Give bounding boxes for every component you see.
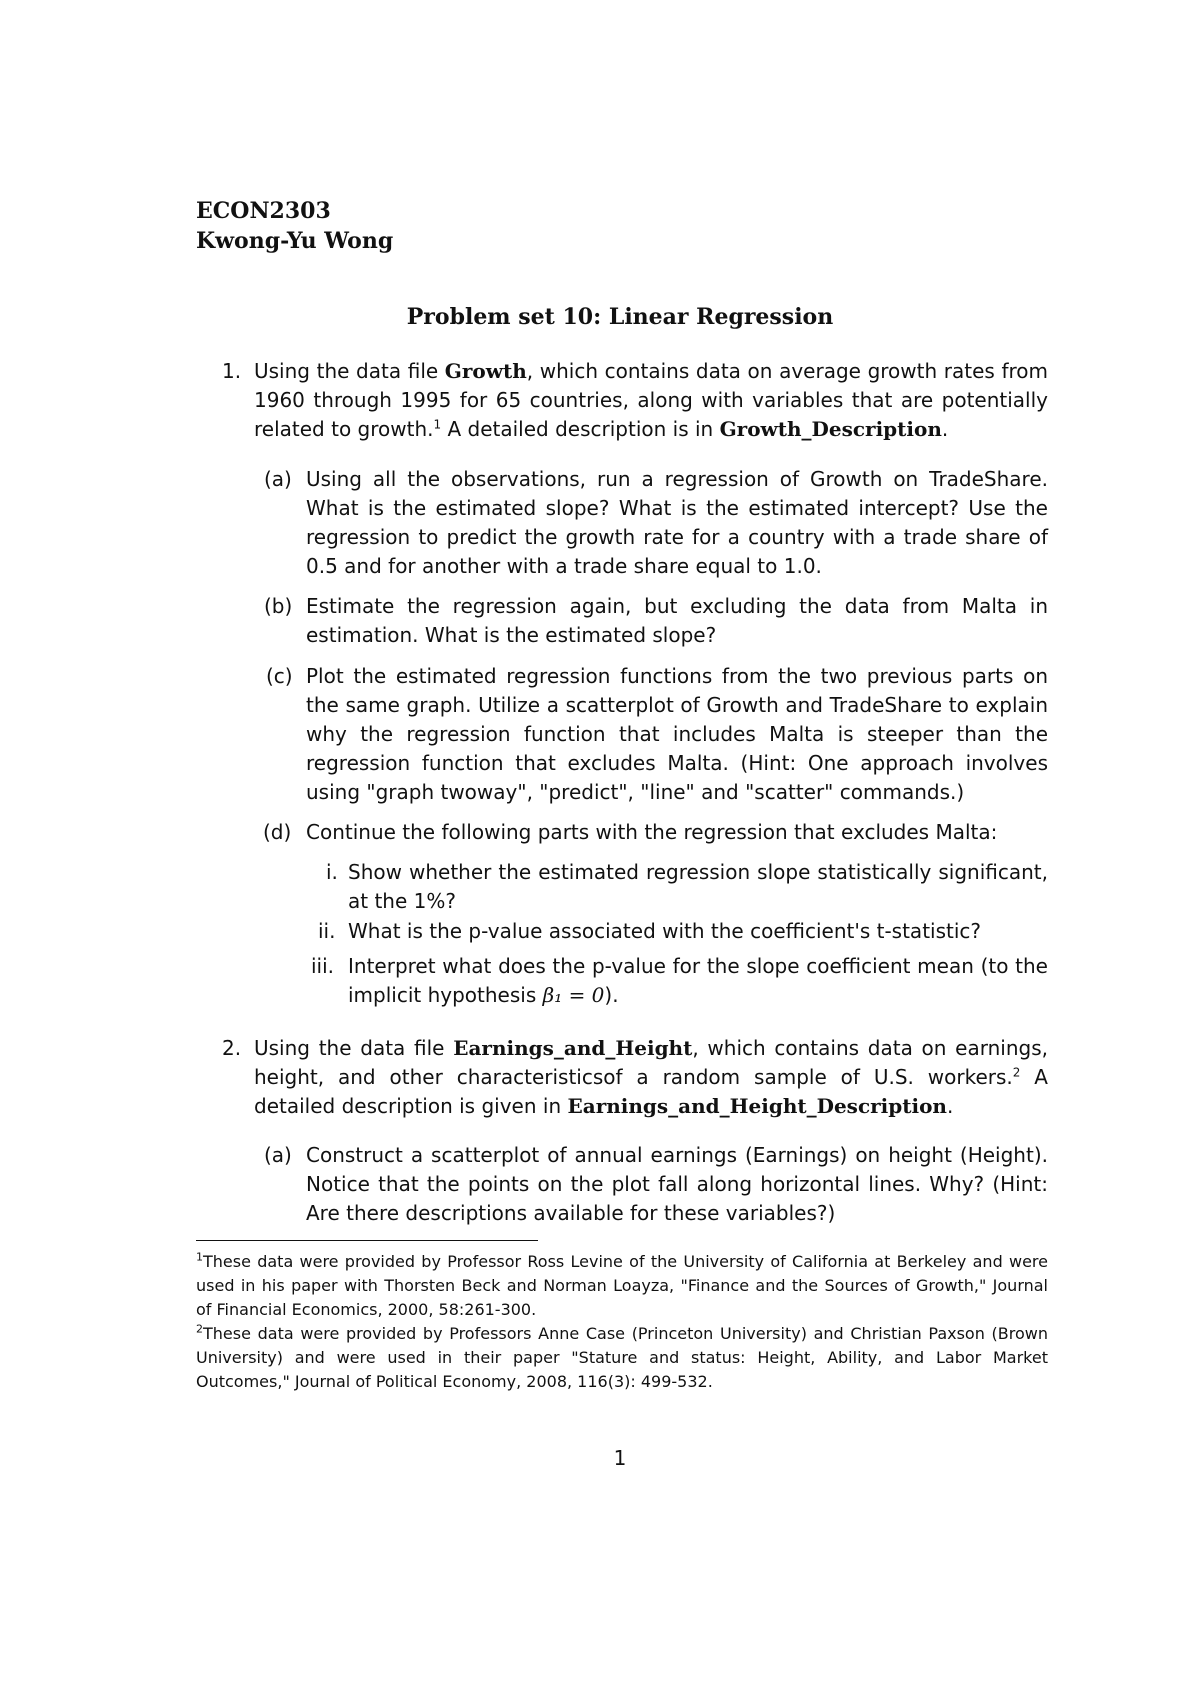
subpart-label: i. — [326, 860, 338, 884]
part-label: (a) — [264, 467, 292, 491]
author-name: Kwong-Yu Wong — [196, 228, 394, 254]
footnote-1: $^1$These data were provided by Professor Ross Levine of the University of California at Berkeley and were used in his paper with Thorsten Beck and Norman Loayza, "Finance and the Sources of Growth," Journal of Financial Economics, 2000, 58:261-300. — [196, 1250, 1048, 1319]
part-label: (b) — [264, 594, 293, 618]
part-text: Estimate the regression again, but excluding the data from Malta in estimation. What is the estimated slope? — [306, 594, 1048, 647]
footnote-rule — [196, 1240, 538, 1241]
footnote-ref: 2 — [1012, 1065, 1021, 1080]
description-file: Earnings_and_Height_Description — [567, 1094, 947, 1118]
subpart-label: iii. — [311, 954, 335, 978]
q2-text: Using the data file Earnings_and_Height, which contains data on earnings, height, and other characteristicsof a random sample of U.S. workers.$^2$ A detailed description is given in Earnings_and_Height_Description. — [254, 1036, 1048, 1118]
q1-text: Using the data file Growth, which contains data on average growth rates from 1960 through 1995 for 65 countries, along with variables that are potentially related to growth.$^1$ A detailed description is in Growth_Description. — [254, 359, 1048, 441]
subpart-label: ii. — [318, 919, 336, 943]
part-text: Using all the observations, run a regression of Growth on TradeShare. What is the estimated slope? What is the estimated intercept? Use the regression to predict the growth rate for a country with a trade share of 0.5 and for another with a trade share equal to 1.0. — [306, 467, 1048, 578]
subpart-text: Interpret what does the p-value for the slope coefficient mean (to the implicit hypothesis β₁ = 0). — [348, 954, 1048, 1007]
part-label: (d) — [263, 820, 292, 844]
problem-set-title: Problem set 10: Linear Regression — [406, 304, 834, 330]
page-number: 1 — [613, 1446, 627, 1470]
footnote-mark: 2 — [196, 1322, 203, 1336]
footnote-2: $^2$These data were provided by Professors Anne Case (Princeton University) and Christian Paxson (Brown University) and were used in their paper "Stature and status: Height, Ability, and Labor Market Outcomes," Journal of Political Economy, 2008, 116(3): 499-532. — [196, 1322, 1048, 1391]
part-text: Construct a scatterplot of annual earnings (Earnings) on height (Height). Notice that the points on the plot fall along horizontal lines. Why? (Hint: Are there descriptions available for these variables?) — [306, 1143, 1048, 1225]
subpart-text: Show whether the estimated regression slope statistically significant, at the 1%? — [348, 860, 1048, 913]
subpart-text: What is the p-value associated with the coefficient's t-statistic? — [348, 919, 982, 943]
footnote-ref: 1 — [433, 417, 442, 432]
part-label: (a) — [264, 1143, 292, 1167]
description-file: Growth_Description — [719, 417, 942, 441]
footnote-mark: 1 — [196, 1250, 203, 1264]
part-text: Plot the estimated regression functions from the two previous parts on the same graph. Utilize a scatterplot of Growth and TradeShare to explain why the regression function that includes Malta is steeper than the regression function that excludes Malta. (Hint: One approach involves using "graph twoway", "predict", "line" and "scatter" commands.) — [306, 664, 1048, 804]
course-code: ECON2303 — [196, 198, 331, 224]
q2-number: 2. — [222, 1036, 242, 1060]
header — [196, 196, 393, 256]
q1-number: 1. — [222, 359, 242, 383]
hypothesis-math: β₁ = 0 — [542, 983, 605, 1007]
dataset-name: Earnings_and_Height — [453, 1036, 693, 1060]
part-label: (c) — [266, 664, 293, 688]
part-text: Continue the following parts with the regression that excludes Malta: — [306, 820, 998, 844]
dataset-name: Growth — [444, 359, 527, 383]
